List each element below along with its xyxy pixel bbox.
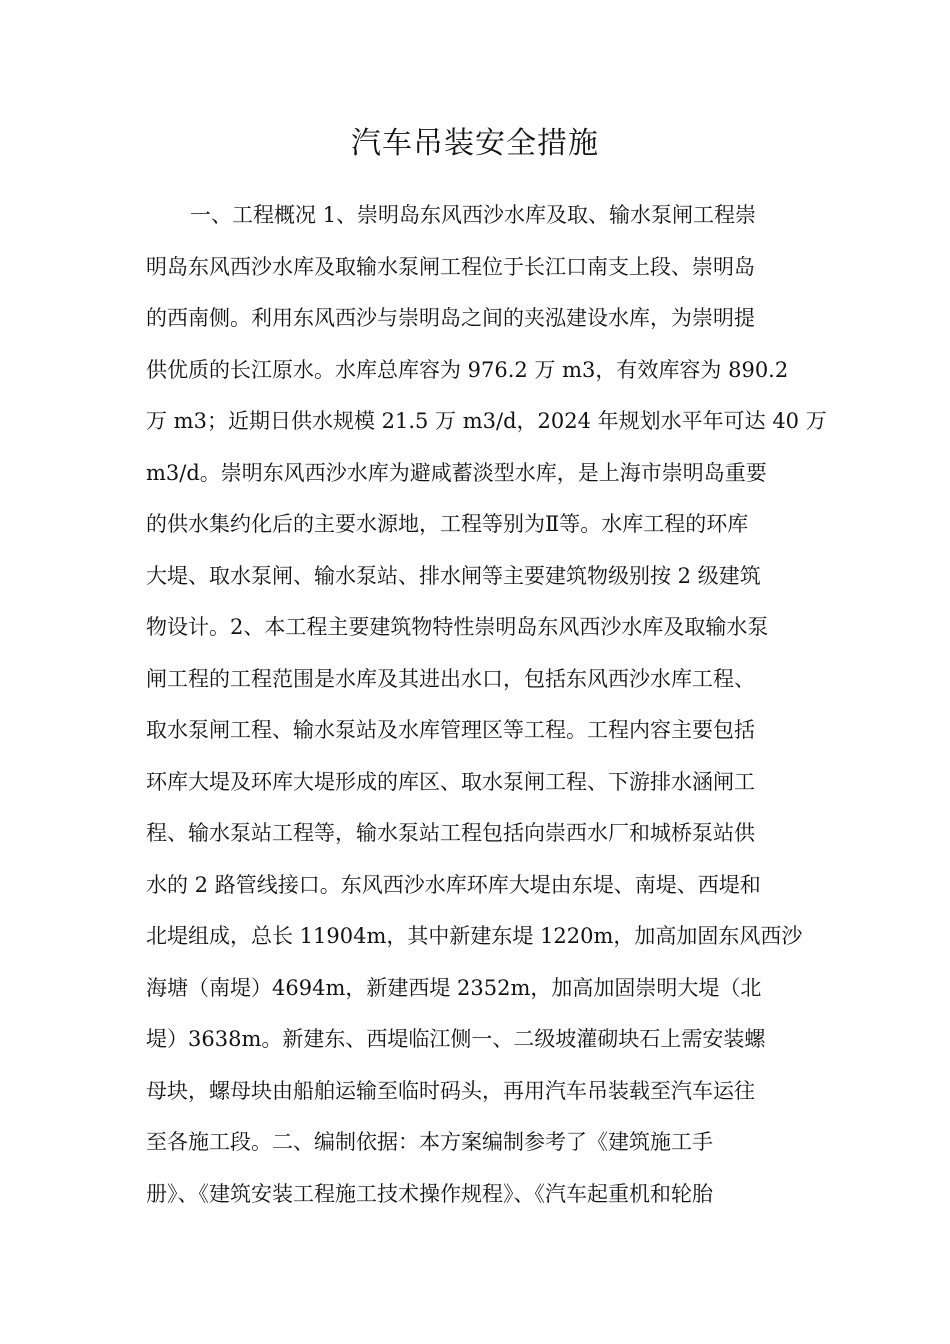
body-line: 的供水集约化后的主要水源地，工程等别为Ⅱ等。水库工程的环库: [146, 512, 749, 536]
body-line: 海塘（南堤）4694m，新建西堤 2352m，加高加固崇明大堤（北: [146, 975, 762, 1000]
body-line: 水的 2 路管线接口。东风西沙水库环库大堤由东堤、南堤、西堤和: [146, 872, 761, 897]
body-line: 至各施工段。二、编制依据：本方案编制参考了《建筑施工手: [146, 1130, 713, 1154]
body-line: 大堤、取水泵闸、输水泵站、排水闸等主要建筑物级别按 2 级建筑: [146, 563, 761, 588]
body-line: 取水泵闸工程、输水泵站及水库管理区等工程。工程内容主要包括: [146, 718, 755, 742]
body-line: 程、输水泵站工程等，输水泵站工程包括向崇西水厂和城桥泵站供: [146, 821, 755, 845]
body-line: 的西南侧。利用东风西沙与崇明岛之间的夹泓建设水库，为崇明提: [146, 306, 755, 330]
body-line: 环库大堤及环库大堤形成的库区、取水泵闸工程、下游排水涵闸工: [146, 769, 755, 794]
body-line: m3/d。崇明东风西沙水库为避咸蓄淡型水库，是上海市崇明岛重要: [146, 460, 767, 485]
body-line: 明岛东风西沙水库及取输水泵闸工程位于长江口南支上段、崇明岛: [146, 254, 755, 279]
body-line: 闸工程的工程范围是水库及其进出水口，包括东风西沙水库工程、: [146, 666, 755, 691]
body-line: 物设计。2、本工程主要建筑物特性崇明岛东风西沙水库及取输水泵: [146, 615, 769, 639]
body-line: 一、工程概况 1、崇明岛东风西沙水库及取、输水泵闸工程崇: [190, 203, 757, 227]
document-body: [146, 190, 827, 1220]
body-line: 堤）3638m。新建东、西堤临江侧一、二级坡灌砌块石上需安装螺: [146, 1027, 766, 1051]
body-line: 万 m3；近期日供水规模 21.5 万 m3/d，2024 年规划水平年可达 40 万: [146, 409, 827, 433]
body-line: 母块，螺母块由船舶运输至临时码头，再用汽车吊装载至汽车运往: [146, 1078, 755, 1103]
body-line: 供优质的长江原水。水库总库容为 976.2 万 m3，有效库容为 890.2: [146, 357, 789, 382]
document-title: 汽车吊装安全措施: [351, 126, 599, 161]
body-line: 北堤组成，总长 11904m，其中新建东堤 1220m，加高加固东风西沙: [146, 924, 803, 948]
body-line: 册》、《建筑安装工程施工技术操作规程》、《汽车起重机和轮胎: [146, 1181, 713, 1206]
